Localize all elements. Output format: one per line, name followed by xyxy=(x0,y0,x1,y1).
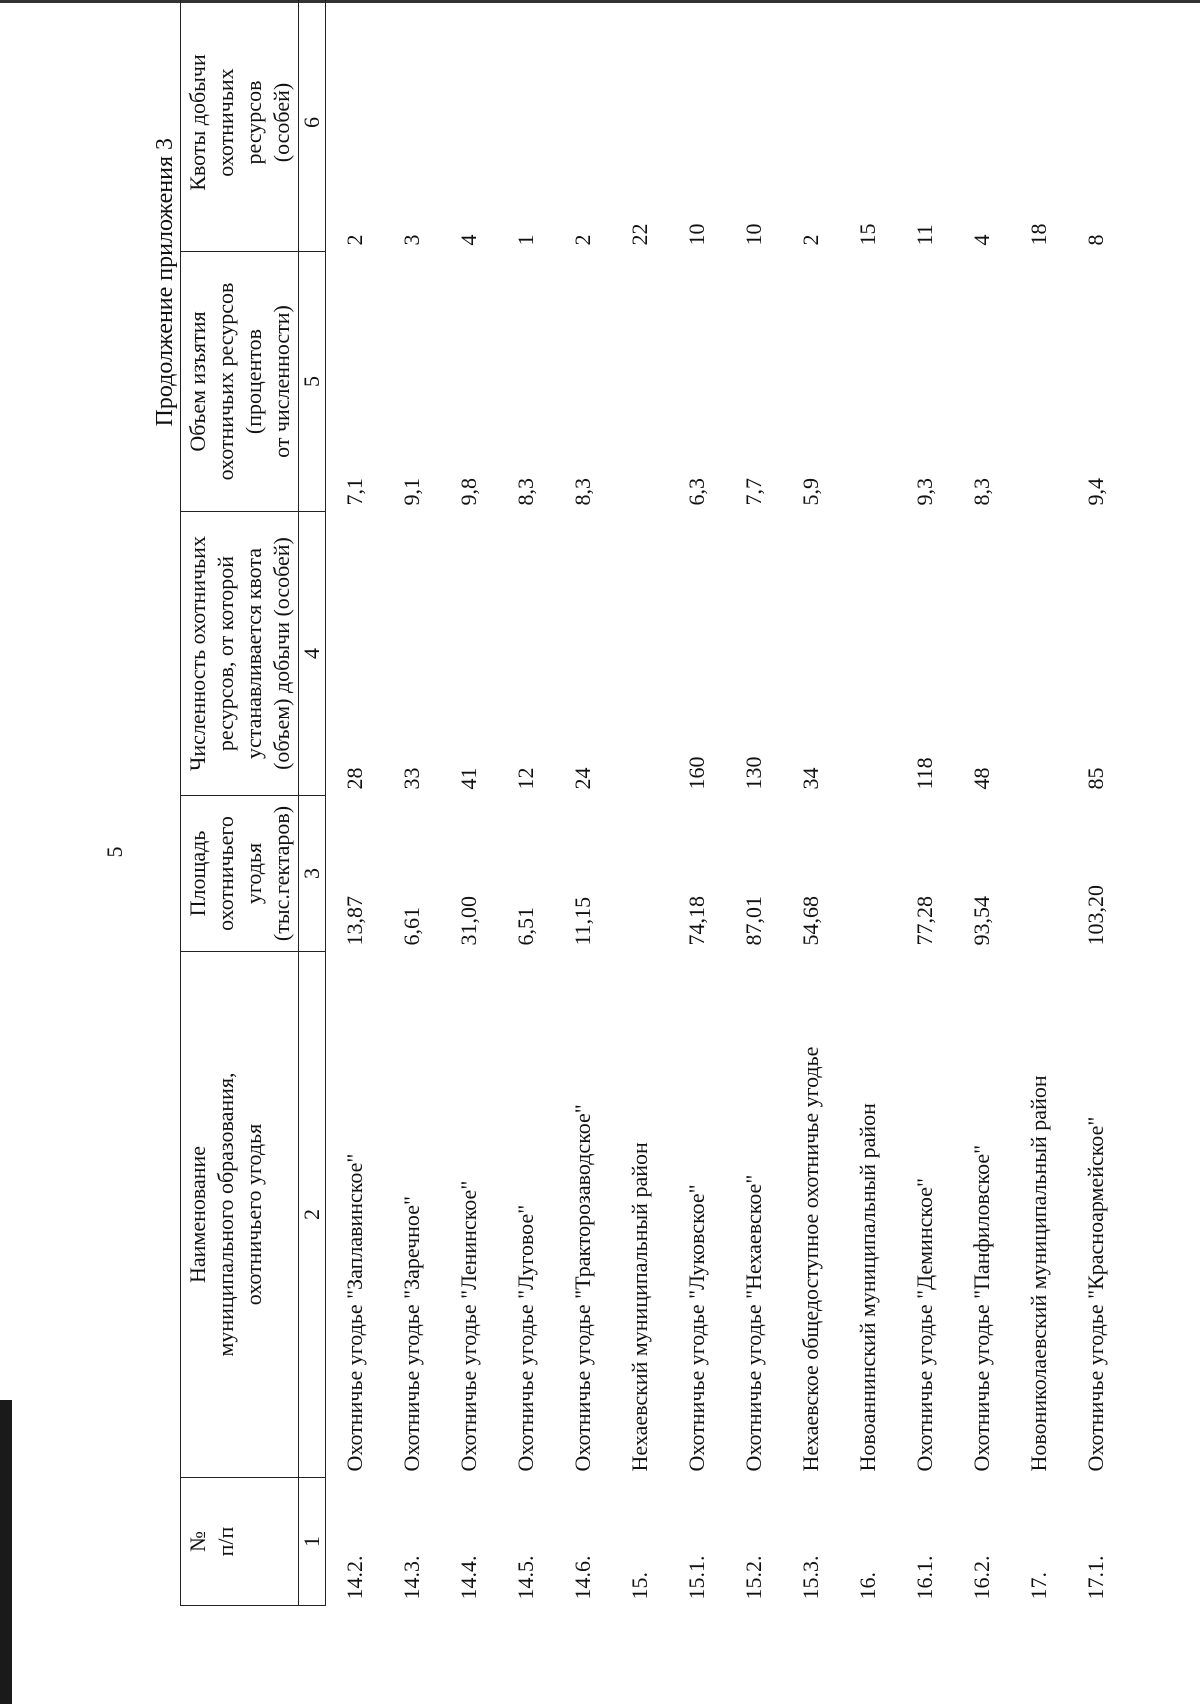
row-number: 16.1. xyxy=(911,1555,937,1600)
table-row xyxy=(554,0,611,1606)
row-name: Охотничье угодье "Заплавинское" xyxy=(341,1153,367,1472)
row-area xyxy=(1010,796,1067,952)
row-quota: 11 xyxy=(911,224,937,246)
row-population xyxy=(1010,512,1067,796)
row-name: Охотничье угодье "Луговое" xyxy=(512,1204,538,1472)
row-population: 34 xyxy=(797,767,823,790)
row-percent: 7,7 xyxy=(740,478,766,506)
row-number: 14.2. xyxy=(341,1555,367,1600)
header-col-percent: Объем изъятия охотничьих ресурсов (процентов от численности) xyxy=(181,252,299,512)
row-percent xyxy=(839,252,896,512)
row-quota: 22 xyxy=(626,223,652,246)
row-name: Охотничье угодье "Тракторозаводское" xyxy=(569,1104,595,1472)
row-quota: 1 xyxy=(512,234,538,246)
header-col-population: Численность охотничьих ресурсов, от которой устанавливается квота (объем) добычи (особей) xyxy=(181,512,299,796)
row-quota: 8 xyxy=(1082,234,1108,246)
row-name: Охотничье угодье "Заречное" xyxy=(398,1196,424,1472)
row-number: 14.3. xyxy=(398,1555,424,1600)
row-quota: 4 xyxy=(968,234,994,246)
row-name: Охотничье угодье "Ленинское" xyxy=(455,1180,481,1472)
table-row xyxy=(383,0,440,1606)
row-area: 87,01 xyxy=(740,896,766,946)
table-row xyxy=(839,0,896,1606)
row-area: 77,28 xyxy=(911,896,937,946)
row-quota: 10 xyxy=(740,223,766,246)
row-number: 14.6. xyxy=(569,1555,595,1600)
row-quota: 2 xyxy=(797,234,823,246)
row-name: Охотничье угодье "Нехаевское" xyxy=(740,1174,766,1472)
row-percent: 9,8 xyxy=(455,478,481,506)
row-area: 13,87 xyxy=(341,896,367,946)
row-population: 12 xyxy=(512,767,538,790)
row-area: 103,20 xyxy=(1082,885,1108,946)
row-population: 48 xyxy=(968,767,994,790)
row-population: 118 xyxy=(911,757,937,790)
row-quota: 10 xyxy=(683,223,709,246)
page-number: 5 xyxy=(102,846,127,858)
row-population: 24 xyxy=(569,767,595,790)
row-number: 15.1. xyxy=(683,1555,709,1600)
row-area: 11,15 xyxy=(569,896,595,946)
row-number: 14.4. xyxy=(455,1555,481,1600)
row-number: 15. xyxy=(626,1572,652,1600)
table-row xyxy=(440,0,497,1606)
row-percent: 8,3 xyxy=(968,478,994,506)
appendix-continuation-title: Продолжение приложения 3 xyxy=(152,138,178,427)
table-row xyxy=(326,0,384,1606)
table-row xyxy=(725,0,782,1606)
row-area xyxy=(611,796,668,952)
table-header-row xyxy=(181,0,299,1606)
table-row xyxy=(953,0,1010,1606)
row-area xyxy=(839,796,896,952)
row-name: Новониколаевский муниципальный район xyxy=(1025,1075,1051,1472)
row-percent: 9,4 xyxy=(1082,478,1108,506)
row-number: 15.3. xyxy=(797,1555,823,1600)
row-percent: 8,3 xyxy=(569,478,595,506)
row-area: 6,51 xyxy=(512,907,538,946)
table-row xyxy=(896,0,953,1606)
row-percent: 6,3 xyxy=(683,478,709,506)
row-name: Охотничье угодье "Луковское" xyxy=(683,1184,709,1472)
column-number: 5 xyxy=(299,252,326,512)
table-row xyxy=(668,0,725,1606)
row-area: 6,61 xyxy=(398,907,424,946)
table-column-numbers-row xyxy=(299,0,326,1606)
row-population: 130 xyxy=(740,756,766,790)
row-name: Охотничье угодье "Красноармейское" xyxy=(1082,1116,1108,1472)
column-number: 4 xyxy=(299,512,326,796)
row-quota: 2 xyxy=(569,234,595,246)
row-quota: 3 xyxy=(398,234,424,246)
row-area: 54,68 xyxy=(797,896,823,946)
column-number: 2 xyxy=(299,952,326,1478)
row-area: 93,54 xyxy=(968,896,994,946)
row-percent: 9,1 xyxy=(398,478,424,506)
row-population: 41 xyxy=(455,767,481,790)
row-name: Нехаевское общедоступное охотничье угодье xyxy=(797,1046,823,1472)
row-population: 28 xyxy=(341,767,367,790)
table-row xyxy=(782,0,839,1606)
table-row xyxy=(497,0,554,1606)
table-body xyxy=(326,0,1125,1606)
row-number: 14.5. xyxy=(512,1555,538,1600)
column-number: 6 xyxy=(299,0,326,252)
table-row xyxy=(1010,0,1067,1606)
row-number: 17.1. xyxy=(1082,1555,1108,1600)
row-number: 16. xyxy=(854,1572,880,1600)
row-number: 16.2. xyxy=(968,1555,994,1600)
row-number: 17. xyxy=(1025,1572,1051,1600)
row-quota: 2 xyxy=(341,234,367,246)
row-population: 33 xyxy=(398,767,424,790)
row-area: 31,00 xyxy=(455,896,481,946)
row-percent: 9,3 xyxy=(911,478,937,506)
row-quota: 4 xyxy=(455,234,481,246)
row-population xyxy=(611,512,668,796)
header-col-number: № п/п xyxy=(181,1478,299,1606)
table-row xyxy=(1067,0,1124,1606)
quota-table xyxy=(180,0,1124,1606)
row-number: 15.2. xyxy=(740,1555,766,1600)
header-col-area: Площадь охотничьего угодья (тыс.гектаров) xyxy=(181,796,299,952)
row-quota: 15 xyxy=(854,223,880,246)
row-name: Охотничье угодье "Деминское" xyxy=(911,1178,937,1472)
row-quota: 18 xyxy=(1025,223,1051,246)
row-population xyxy=(839,512,896,796)
row-percent: 7,1 xyxy=(341,478,367,506)
row-population: 85 xyxy=(1082,767,1108,790)
row-name: Новоаннинский муниципальный район xyxy=(854,1103,880,1472)
column-number: 1 xyxy=(299,1478,326,1606)
header-col-quota: Квоты добычи охотничьих ресурсов (особей) xyxy=(181,0,299,252)
row-area: 74,18 xyxy=(683,896,709,946)
row-percent xyxy=(1010,252,1067,512)
row-population: 160 xyxy=(683,756,709,790)
row-name: Нехаевский муниципальный район xyxy=(626,1142,652,1472)
header-col-name: Наименование муниципального образования, охотничьего угодья xyxy=(181,952,299,1478)
column-number: 3 xyxy=(299,796,326,952)
row-percent: 5,9 xyxy=(797,478,823,506)
table-row xyxy=(611,0,668,1606)
row-name: Охотничье угодье "Панфиловское" xyxy=(968,1144,994,1472)
row-percent: 8,3 xyxy=(512,478,538,506)
row-percent xyxy=(611,252,668,512)
